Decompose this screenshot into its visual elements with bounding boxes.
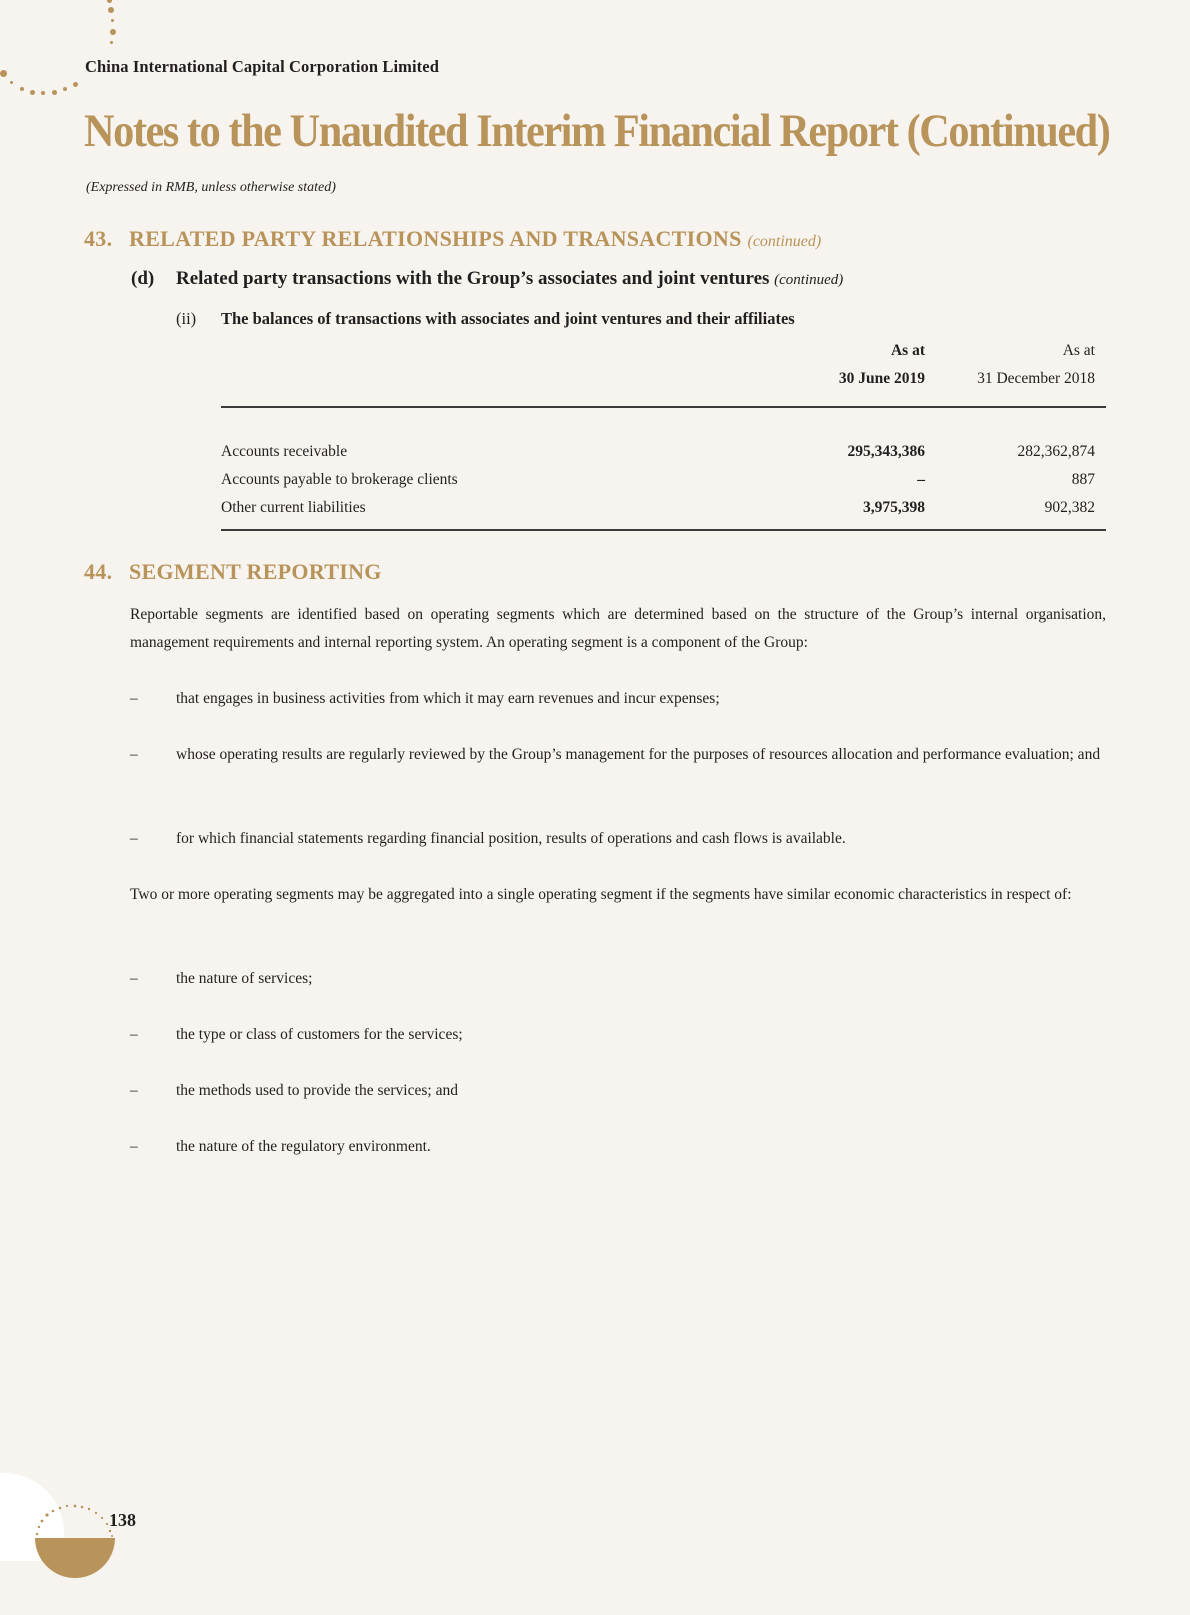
balances-table-body: [221, 443, 1106, 527]
dash-bullet: –: [130, 1026, 138, 1043]
row-label: Other current liabilities: [221, 499, 366, 516]
list-item: [130, 965, 1106, 993]
list-item: [130, 1021, 1106, 1049]
dash-bullet: –: [130, 690, 138, 707]
subsection-label: (d): [131, 268, 155, 289]
section-number: 43.: [84, 226, 113, 251]
list-item: [130, 685, 1106, 713]
page-title: Notes to the Unaudited Interim Financial Report (Continued): [84, 105, 1110, 157]
section-number: 44.: [84, 559, 113, 584]
company-name: China International Capital Corporation Limited: [85, 57, 439, 76]
list-item-text: the nature of the regulatory environment.: [176, 1138, 431, 1155]
table-row: [221, 499, 1106, 527]
value-2019: 295,343,386: [847, 443, 925, 460]
dash-bullet: –: [130, 746, 138, 763]
segment-intro-paragraph: Reportable segments are identified based on operating segments which are determined based on the structure of the Group’s internal organisation, management requirements and internal reporting system. An operating segment is a component of the Group:: [130, 606, 1106, 651]
section-title: RELATED PARTY RELATIONSHIPS AND TRANSACTIONS: [129, 226, 742, 251]
half-circle-emblem-icon: [30, 1500, 120, 1590]
continued-label: (continued): [774, 272, 844, 288]
list-item: [130, 1077, 1106, 1105]
subsection-label: (ii): [176, 309, 197, 328]
table-row: [221, 443, 1106, 471]
dash-bullet: –: [130, 1138, 138, 1155]
page-number: 138: [109, 1510, 136, 1530]
column-header-2018-line1: As at: [1062, 342, 1095, 359]
column-header-2019-line1: As at: [890, 342, 925, 359]
subsection-ii-heading: [176, 309, 795, 329]
list-item-text: whose operating results are regularly reviewed by the Group’s management for the purposes of resources allocation and performance evaluation; and: [176, 746, 1101, 763]
table-bottom-rule: [221, 529, 1106, 531]
value-2019: 3,975,398: [863, 499, 925, 516]
value-2019: –: [917, 471, 925, 488]
subsection-title: Related party transactions with the Group’s associates and joint ventures: [176, 268, 770, 289]
balances-table-header: [221, 342, 1106, 398]
section-title: SEGMENT REPORTING: [129, 559, 382, 584]
subsection-d-heading: [131, 268, 843, 290]
list-item-text: for which financial statements regarding financial position, results of operations and cash flows is available.: [176, 830, 846, 847]
list-item-text: the methods used to provide the services; and: [176, 1082, 458, 1099]
list-item-text: that engages in business activities from which it may earn revenues and incur expenses;: [176, 690, 720, 707]
list-item: [130, 825, 1106, 853]
continued-label: (continued): [747, 233, 822, 250]
section-44-heading: [84, 559, 382, 585]
table-row: [221, 471, 1106, 499]
value-2018: 887: [1071, 471, 1095, 488]
list-item-text: the nature of services;: [176, 970, 313, 987]
list-item: [130, 741, 1106, 769]
column-header-2018-line2: 31 December 2018: [977, 370, 1095, 387]
aggregation-paragraph: Two or more operating segments may be aggregated into a single operating segment if the segments have similar economic characteristics in respect of:: [130, 886, 1072, 903]
row-label: Accounts receivable: [221, 443, 348, 460]
list-item-text: the type or class of customers for the services;: [176, 1026, 463, 1043]
table-header-rule: [221, 406, 1106, 408]
currency-note: (Expressed in RMB, unless otherwise stated): [86, 180, 336, 195]
dash-bullet: –: [130, 970, 138, 987]
value-2018: 282,362,874: [1017, 443, 1095, 460]
dash-bullet: –: [130, 1082, 138, 1099]
section-43-heading: [84, 226, 821, 252]
list-item: [130, 1133, 1106, 1161]
value-2018: 902,382: [1044, 499, 1095, 516]
dash-bullet: –: [130, 830, 138, 847]
row-label: Accounts payable to brokerage clients: [221, 471, 458, 488]
column-header-2019-line2: 30 June 2019: [838, 370, 925, 387]
subsection-title: The balances of transactions with associates and joint ventures and their affiliates: [221, 309, 795, 328]
